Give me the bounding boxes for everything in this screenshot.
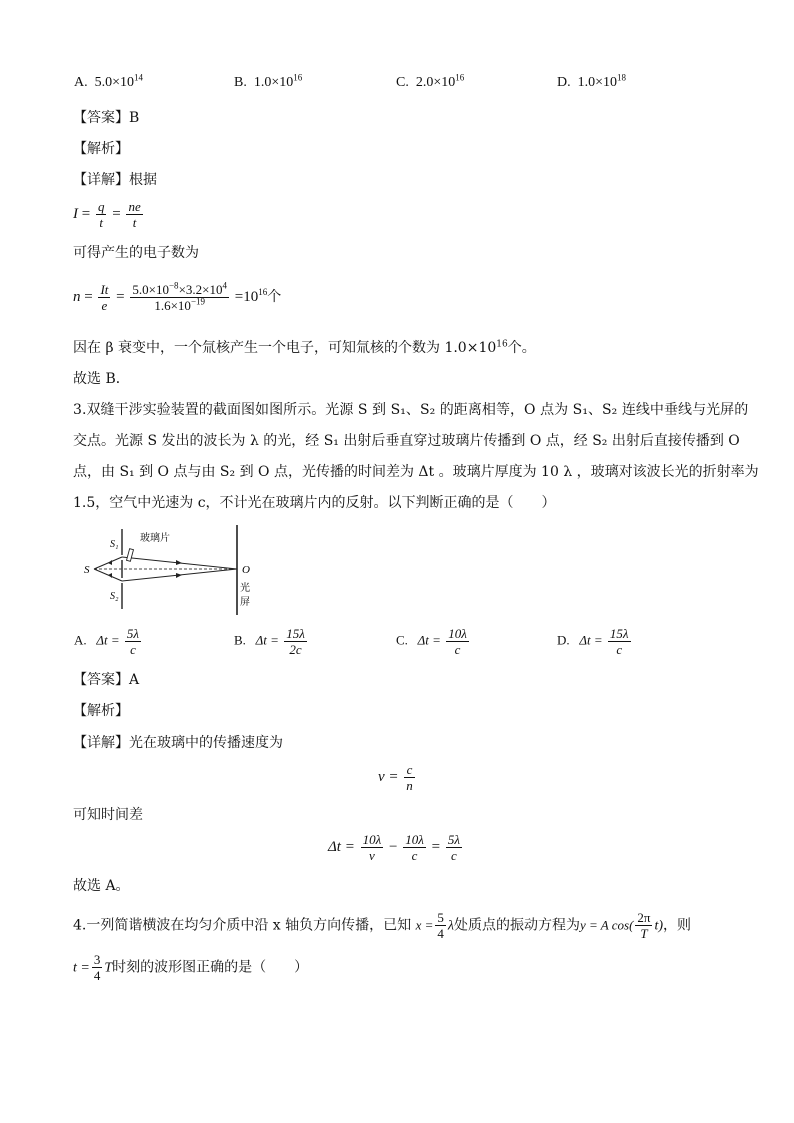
svg-text:屏: 屏 [240,597,250,608]
q2-option-b: B. $1.0\times 10^{16}$ [234,72,303,90]
q3-option-b: B. Δt = $\frac{15\lambda}{2c}$ [234,626,305,657]
q3-answer: 【答案】A [73,672,140,688]
svg-text:S₂: S₂ [110,591,119,602]
q3-stem-line-1: 3.双缝干涉实验装置的截面图如图所示。光源 S 到 S₁、S₂ 的距离相等，O 点为 S₁、S₂ 连线中垂线与光屏的 [73,402,749,418]
q2-line-tritium: 因在 β 衰变中，一个氚核产生一个电子，可知氚核的个数为 $1.0\times 10^{16}$个。 [73,339,536,356]
q2-option-c: C. $2.0\times 10^{16}$ [396,72,465,90]
q3-choose: 故选 A。 [73,878,130,894]
q4-stem-line-1: 4.一列简谐横波在均匀介质中沿 x 轴负方向传播，已知 x = $\frac{5}{4}$ λ处质点的振动方程为y = A cos( $\frac{2\pi}{T}$ t)，则 [73,910,692,941]
q3-stem-line-3: 点，由 S₁ 到 O 点与由 S₂ 到 O 点，光传播的时间差为 Δt 。玻璃片厚度为 10 λ ，玻璃对该波长光的折射率为 [73,464,759,480]
svg-text:玻璃片: 玻璃片 [140,533,170,544]
q3-line-time-diff: 可知时间差 [73,807,143,823]
svg-text:O: O [242,564,250,576]
q3-detail: 【详解】光在玻璃中的传播速度为 [73,735,283,751]
q3-stem-line-2: 交点。光源 S 发出的波长为 λ 的光，经 S₁ 出射后垂直穿过玻璃片传播到 O 点，经 S₂ 出射后直接传播到 O [73,433,740,449]
q2-analysis-tag: 【解析】 [73,141,129,157]
q3-figure-double-slit [82,525,272,620]
q2-option-a: A. $5.0\times 10^{14}$ [74,72,144,90]
q3-option-c: C. Δt = $\frac{10\lambda}{c}$ [396,626,467,657]
q3-equation-v: v = $\frac{c}{n}$ [378,762,413,793]
q3-option-a: A. Δt = $\frac{5\lambda}{c}$ [74,626,140,657]
glass-piece [127,549,134,562]
q2-line-electron-count: 可得产生的电子数为 [73,245,199,261]
svg-text:S: S [84,564,90,576]
svg-text:S₁: S₁ [110,539,119,550]
q3-stem-line-4: 1.5，空气中光速为 c，不计光在玻璃片内的反射。以下判断正确的是（ ） [73,495,556,511]
q3-option-d: D. Δt = $\frac{15\lambda}{c}$ [557,626,629,657]
q3-analysis-tag: 【解析】 [73,703,129,719]
q2-answer: 【答案】B [73,110,140,126]
svg-text:光: 光 [240,583,250,594]
q2-equation-current: I = $\frac{q}{t}$ = $\frac{ne}{t}$ [73,199,141,230]
q2-equation-n: n = $\frac{It}{e}$ = $\frac{5.0\times 10^{-8}\times 3.2\times 10^4}{1.6\times 10^{-19}}$ $=10^{16}$个 [73,280,282,313]
q2-option-d: D. $1.0\times 10^{18}$ [557,72,627,90]
q2-choose: 故选 B． [73,371,130,387]
q2-detail: 【详解】根据 [73,172,157,188]
q3-equation-dt: Δt = $\frac{10\lambda}{v}$ − $\frac{10\lambda}{c}$ = $\frac{5\lambda}{c}$ [328,832,460,863]
q4-stem-line-2: t = $\frac{3}{4}$ T时刻的波形图正确的是（ ） [73,952,309,983]
